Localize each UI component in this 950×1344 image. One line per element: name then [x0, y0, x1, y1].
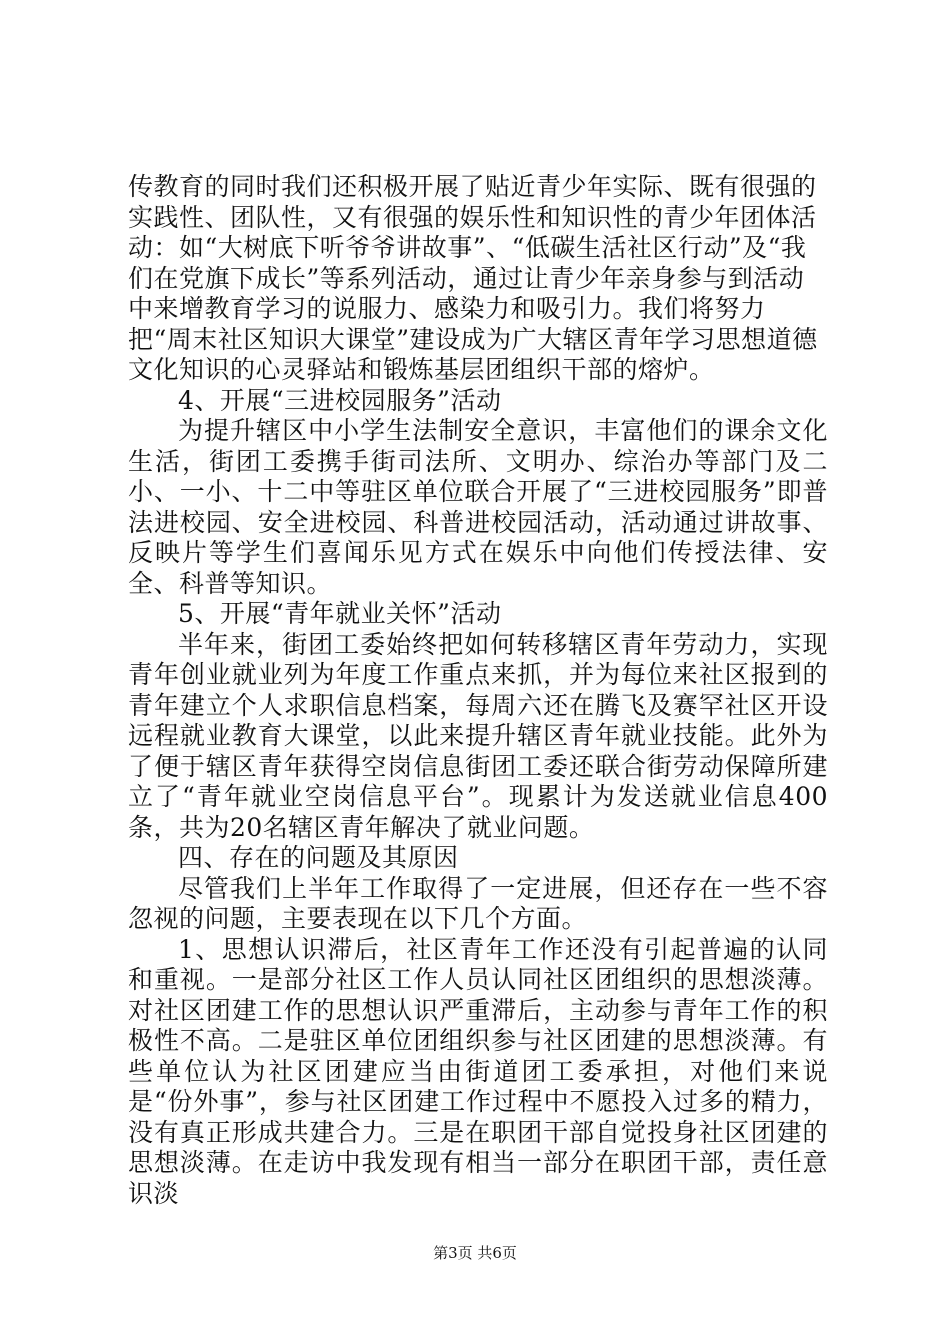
paragraph-continued: 传教育的同时我们还积极开展了贴近青少年实际、既有很强的实践性、团队性，又有很强的娱乐性和知识性的青少年团体活动：如“大树底下听爷爷讲故事”、“低碳生活社区行动”及“我们在党旗下成长”等系列活动，通过让青少年亲身参与到活动中来增教育学习的说服力、感染力和吸引力。我们将努力把“周末社区知识大课堂”建设成为广大辖区青年学习思想道德文化知识的心灵驿站和锻炼基层团组织干部的熔炉。	[128, 172, 818, 384]
document-body	[128, 172, 828, 1209]
paragraph: 半年来，街团工委始终把如何转移辖区青年劳动力，实现青年创业就业列为年度工作重点来抓，并为每位来社区报到的青年建立个人求职信息档案，每周六还在腾飞及赛罕社区开设远程就业教育大课堂，以此来提升辖区青年就业技能。此外为了便于辖区青年获得空岗信息街团工委还联合街劳动保障所建立了“青年就业空岗信息平台”。现累计为发送就业信息400条，共为20名辖区青年解决了就业问题。	[128, 629, 828, 842]
page-footer	[0, 1242, 950, 1263]
section-heading: 5、开展“青年就业关怀”活动	[178, 599, 502, 628]
paragraph: 为提升辖区中小学生法制安全意识，丰富他们的课余文化生活，街团工委携手街司法所、文明办、综治办等部门及二小、一小、十二中等驻区单位联合开展了“三进校园服务”即普法进校园、安全进校园、科普进校园活动，活动通过讲故事、反映片等学生们喜闻乐见方式在娱乐中向他们传授法律、安全、科普等知识。	[128, 416, 828, 598]
section-heading: 四、存在的问题及其原因	[178, 843, 459, 872]
paragraph: 尽管我们上半年工作取得了一定进展，但还存在一些不容忽视的问题，主要表现在以下几个方面。	[128, 873, 828, 933]
paragraph: 1、思想认识滞后，社区青年工作还没有引起普遍的认同和重视。一是部分社区工作人员认同社区团组织的思想淡薄。对社区团建工作的思想认识严重滞后，主动参与青年工作的积极性不高。二是驻区单位团组织参与社区团建的思想淡薄。有些单位认为社区团建应当由街道团工委承担，对他们来说是“份外事”，参与社区团建工作过程中不愿投入过多的精力，没有真正形成共建合力。三是在职团干部自觉投身社区团建的思想淡薄。在走访中我发现有相当一部分在职团干部，责任意识淡	[128, 934, 828, 1208]
page-number-label: 第3页 共6页	[433, 1244, 517, 1262]
section-heading: 4、开展“三进校园服务”活动	[178, 385, 502, 415]
